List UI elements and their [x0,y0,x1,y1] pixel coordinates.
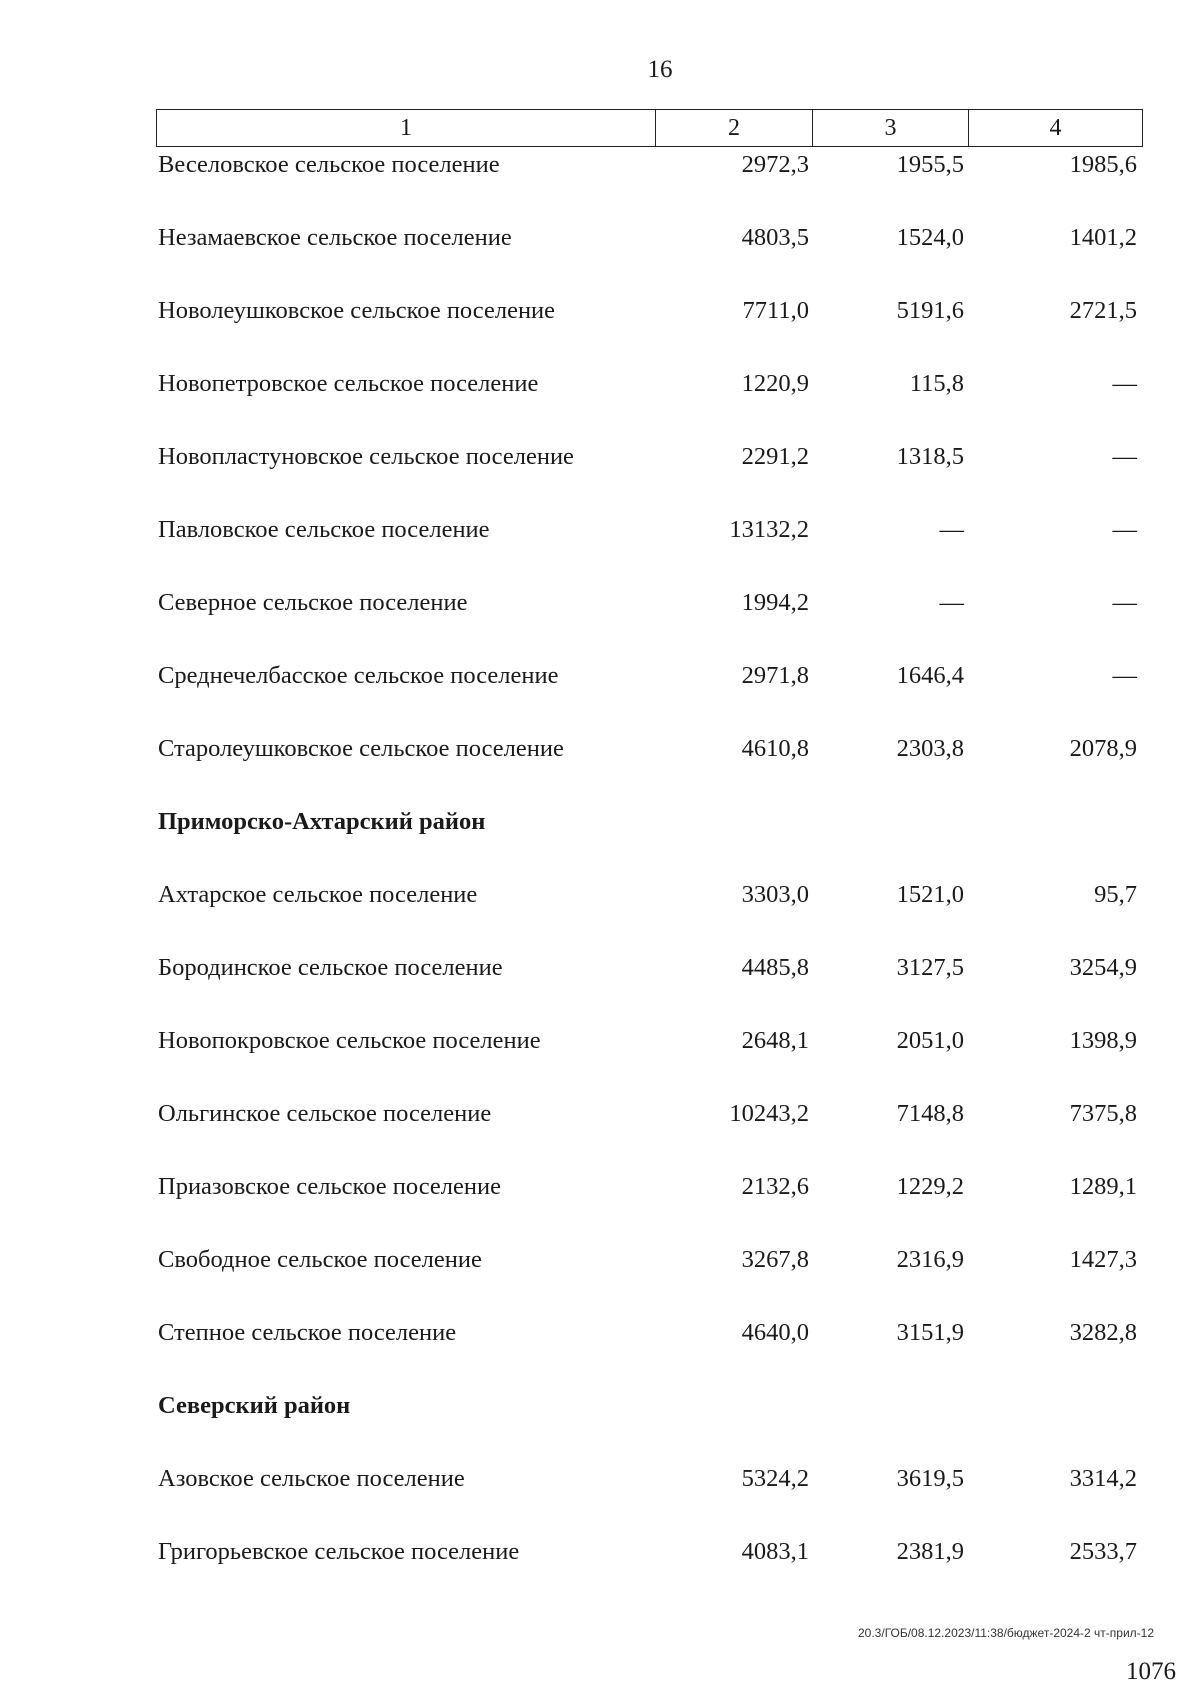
settlement-name: Веселовское сельское поселение [158,151,500,178]
value-col-4: 3254,9 [1069,954,1137,981]
value-col-3: 3619,5 [896,1465,964,1492]
district-name: Северский район [158,1392,351,1419]
table-row [158,220,1143,256]
settlement-name: Степное сельское поселение [158,1319,457,1346]
value-col-4: — [1112,662,1137,689]
settlement-name: Азовское сельское поселение [158,1465,465,1492]
value-col-4: — [1112,443,1137,470]
column-header-1: 1 [157,110,656,146]
column-header-2: 2 [656,110,813,146]
value-col-4: 3314,2 [1069,1465,1137,1492]
value-col-4: 1401,2 [1069,224,1137,251]
settlement-name: Новопокровское сельское поселение [158,1027,541,1054]
value-col-4: 1427,3 [1069,1246,1137,1273]
value-col-2: 3267,8 [741,1246,809,1273]
value-col-4: 3282,8 [1069,1319,1137,1346]
value-col-2: 2291,2 [741,443,809,470]
table-row [158,950,1143,986]
value-col-2: 2132,6 [741,1173,809,1200]
value-col-3: — [939,589,964,616]
value-col-2: 4610,8 [741,735,809,762]
settlement-name: Ахтарское сельское поселение [158,881,478,908]
value-col-4: 2721,5 [1069,297,1137,324]
page-number: 16 [647,56,673,83]
table-row [158,1461,1143,1497]
value-col-3: 2051,0 [896,1027,964,1054]
table-row [158,293,1143,329]
table-row [158,1534,1143,1570]
value-col-3: 1521,0 [896,881,964,908]
settlement-name: Новопетровское сельское поселение [158,370,539,397]
value-col-3: 115,8 [909,370,964,397]
value-col-4: 1289,1 [1069,1173,1137,1200]
document-stamp: 20.3/ГОБ/08.12.2023/11:38/бюджет-2024-2 чт-прил-12 [858,1626,1154,1640]
district-name: Приморско-Ахтарский район [158,808,486,835]
settlement-name: Старолеушковское сельское поселение [158,735,564,762]
value-col-2: 5324,2 [741,1465,809,1492]
value-col-4: 95,7 [1094,881,1137,908]
value-col-4: 1398,9 [1069,1027,1137,1054]
value-col-3: — [939,516,964,543]
table-row [158,1315,1143,1351]
value-col-3: 2303,8 [896,735,964,762]
table-row [158,1169,1143,1205]
value-col-3: 7148,8 [896,1100,964,1127]
value-col-2: 7711,0 [742,297,809,324]
value-col-2: 2972,3 [741,151,809,178]
district-heading [158,1388,1143,1424]
value-col-2: 2971,8 [741,662,809,689]
value-col-3: 2316,9 [896,1246,964,1273]
settlement-name: Павловское сельское поселение [158,516,490,543]
value-col-2: 4640,0 [741,1319,809,1346]
value-col-4: 2078,9 [1069,735,1137,762]
value-col-3: 1524,0 [896,224,964,251]
district-heading [158,804,1143,840]
table-row [158,877,1143,913]
column-header-4: 4 [1049,114,1062,141]
value-col-2: 13132,2 [729,516,809,543]
table-row [158,731,1143,767]
value-col-2: 3303,0 [741,881,809,908]
value-col-4: 1985,6 [1069,151,1137,178]
settlement-name: Григорьевское сельское поселение [158,1538,520,1565]
settlement-name: Среднечелбасское сельское поселение [158,662,559,689]
value-col-4: — [1112,370,1137,397]
table-row [158,366,1143,402]
settlement-name: Северное сельское поселение [158,589,468,616]
settlement-name: Новолеушковское сельское поселение [158,297,556,324]
settlement-name: Приазовское сельское поселение [158,1173,501,1200]
value-col-2: 4485,8 [741,954,809,981]
table-row [158,1023,1143,1059]
table-row [158,439,1143,475]
settlement-name: Незамаевское сельское поселение [158,224,512,251]
value-col-3: 1955,5 [896,151,964,178]
value-col-4: — [1112,516,1137,543]
value-col-3: 3127,5 [896,954,964,981]
column-header-3: 3 [813,110,969,146]
settlement-name: Ольгинское сельское поселение [158,1100,492,1127]
value-col-3: 1229,2 [896,1173,964,1200]
table-row [158,1242,1143,1278]
value-col-2: 10243,2 [729,1100,809,1127]
settlement-name: Новопластуновское сельское поселение [158,443,574,470]
table-row [158,1096,1143,1132]
table-row [158,585,1143,621]
footer-page-number: 1076 [1126,1658,1176,1685]
settlement-name: Бородинское сельское поселение [158,954,503,981]
value-col-2: 4803,5 [741,224,809,251]
table-row [158,512,1143,548]
value-col-4: 2533,7 [1069,1538,1137,1565]
value-col-2: 1220,9 [741,370,809,397]
table-row [158,147,1143,183]
value-col-2: 4083,1 [741,1538,809,1565]
value-col-3: 1318,5 [896,443,964,470]
table-row [158,658,1143,694]
value-col-2: 2648,1 [741,1027,809,1054]
value-col-3: 5191,6 [896,297,964,324]
value-col-2: 1994,2 [741,589,809,616]
value-col-3: 3151,9 [896,1319,964,1346]
value-col-4: 7375,8 [1069,1100,1137,1127]
settlement-name: Свободное сельское поселение [158,1246,482,1273]
value-col-3: 1646,4 [896,662,964,689]
value-col-4: — [1112,589,1137,616]
value-col-3: 2381,9 [896,1538,964,1565]
